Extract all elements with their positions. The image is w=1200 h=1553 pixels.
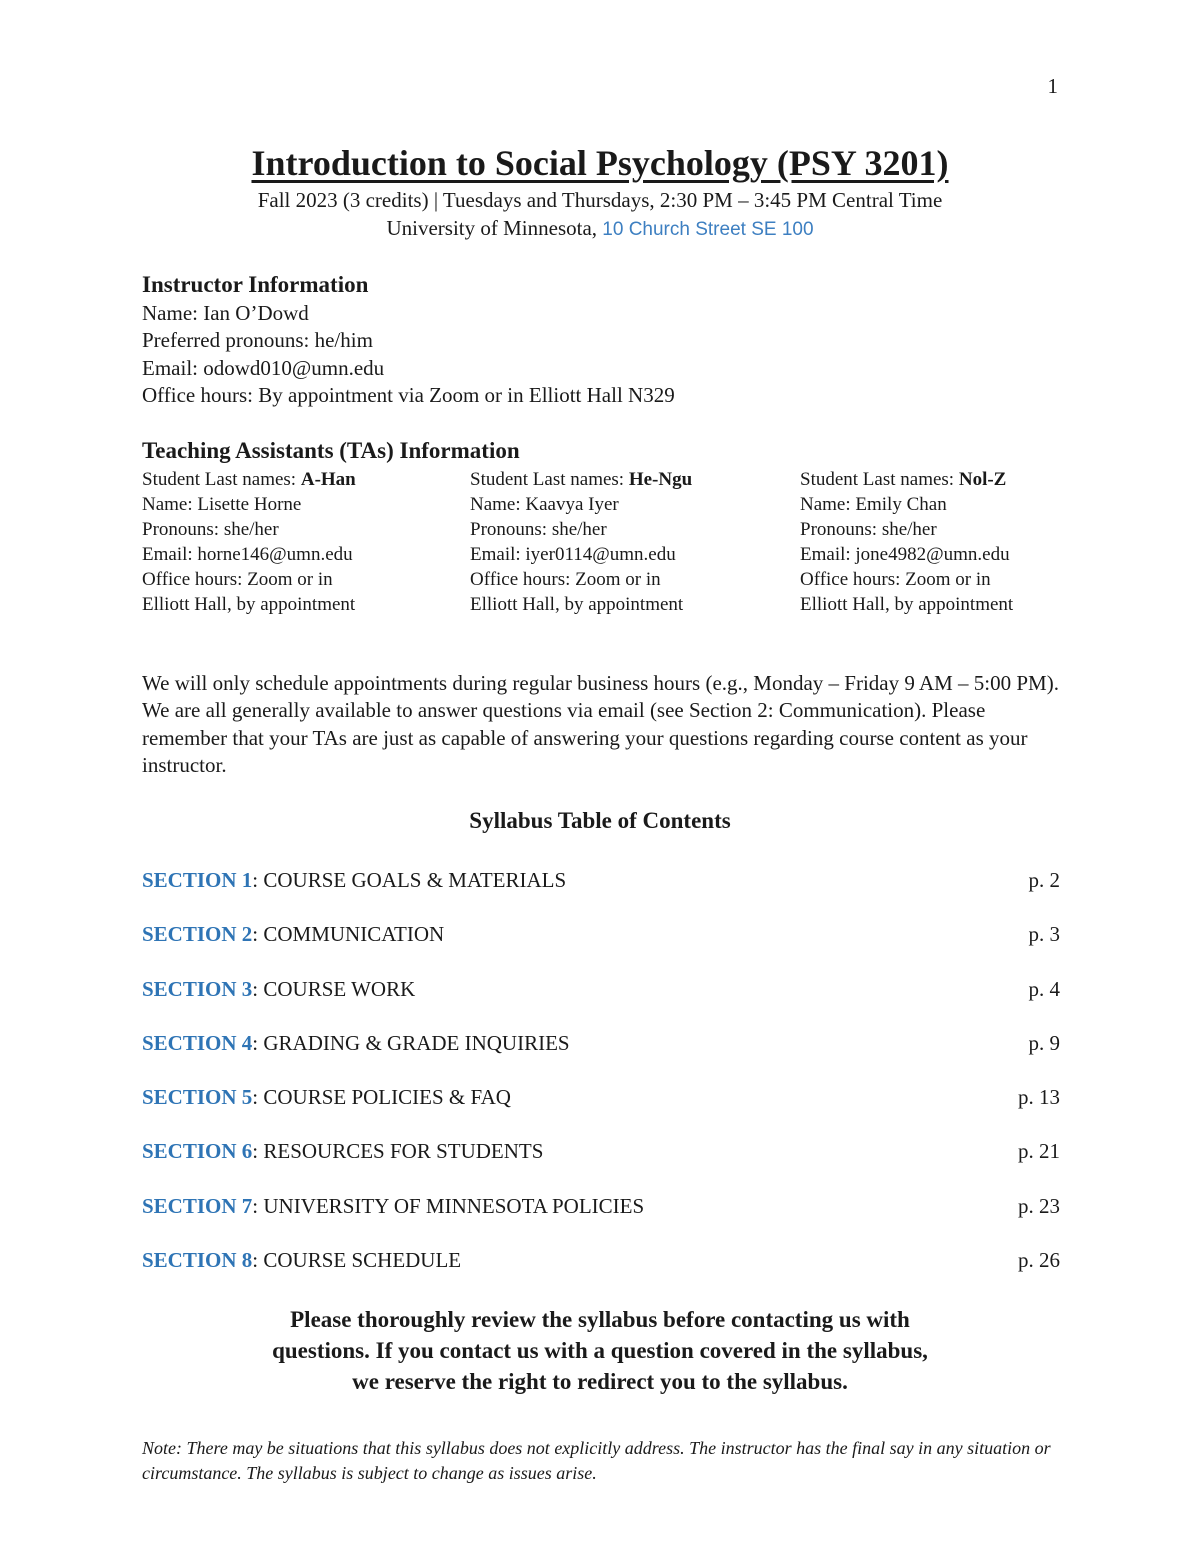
review-notice bbox=[0, 1304, 1200, 1397]
toc-section-link[interactable]: SECTION 1 bbox=[142, 868, 253, 892]
toc-section-link[interactable]: SECTION 8 bbox=[142, 1248, 253, 1273]
ta-column-2 bbox=[470, 467, 692, 617]
instructor-heading: Instructor Information bbox=[142, 272, 369, 297]
toc-title: Syllabus Table of Contents bbox=[469, 808, 731, 833]
review-notice-line: questions. If you contact us with a question covered in the syllabus, bbox=[272, 1338, 928, 1363]
toc-page: p. 4 bbox=[1028, 976, 1060, 1001]
toc-section-title: : GRADING & GRADE INQUIRIES bbox=[252, 1030, 570, 1055]
instructor-office-hours: Office hours: By appointment via Zoom or in Elliott Hall N329 bbox=[142, 383, 675, 408]
toc-page: p. 21 bbox=[1018, 1139, 1060, 1164]
toc-section-title: : COURSE GOALS & MATERIALS bbox=[252, 868, 567, 892]
toc-section-title: : UNIVERSITY OF MINNESOTA POLICIES bbox=[252, 1193, 645, 1218]
instructor-name: Name: Ian O’Dowd bbox=[142, 301, 309, 325]
review-notice-line: we reserve the right to redirect you to the syllabus. bbox=[352, 1369, 848, 1394]
toc-page: p. 26 bbox=[1018, 1248, 1060, 1273]
instructor-pronouns: Preferred pronouns: he/him bbox=[142, 328, 373, 353]
ta-email: Email: horne146@umn.edu bbox=[142, 544, 353, 565]
toc-section-title: : COMMUNICATION bbox=[252, 922, 445, 947]
course-location bbox=[0, 216, 1200, 241]
toc-section-link[interactable]: SECTION 2 bbox=[142, 922, 253, 947]
ta-column-3 bbox=[800, 467, 1013, 617]
review-notice-line: Please thoroughly review the syllabus before contacting us with bbox=[290, 1307, 910, 1332]
ta-last-names-label: Student Last names: bbox=[142, 469, 301, 490]
toc-row bbox=[142, 1248, 1060, 1302]
toc-entry bbox=[142, 977, 415, 1002]
toc-entry bbox=[142, 868, 566, 893]
ta-last-names bbox=[470, 467, 692, 492]
location-university: University of Minnesota, bbox=[386, 216, 603, 240]
appointments-paragraph: We will only schedule appointments during regular business hours (e.g., Monday – Friday 9 AM – 5:00 PM). We are all generally available to answer questions via email (see Section 2: Communication). Please remember that your TAs are just as capable of answering your questions regarding course content as your instructor. bbox=[142, 671, 1059, 778]
toc-entry bbox=[142, 1248, 461, 1273]
toc-row bbox=[142, 1194, 1060, 1248]
ta-pronouns: Pronouns: she/her bbox=[470, 519, 607, 540]
location-room: 100 bbox=[776, 219, 814, 240]
toc-section-title: : COURSE WORK bbox=[252, 976, 416, 1001]
ta-office-hours: Office hours: Zoom or in bbox=[142, 569, 333, 590]
ta-name: Name: Lisette Horne bbox=[142, 494, 302, 515]
ta-last-names-range: Nol-Z bbox=[958, 469, 1007, 490]
page-number: 1 bbox=[1047, 74, 1058, 98]
ta-office-hours-detail: Elliott Hall, by appointment bbox=[800, 594, 1014, 615]
ta-email: Email: jone4982@umn.edu bbox=[800, 544, 1010, 565]
toc-section-title: : COURSE SCHEDULE bbox=[252, 1248, 462, 1273]
ta-email: Email: iyer0114@umn.edu bbox=[470, 544, 676, 565]
toc-page: p. 9 bbox=[1028, 1030, 1060, 1055]
ta-last-names-label: Student Last names: bbox=[800, 469, 959, 490]
location-address-link[interactable]: 10 Church Street SE bbox=[602, 219, 777, 240]
ta-pronouns: Pronouns: she/her bbox=[142, 519, 279, 540]
ta-column-1 bbox=[142, 467, 356, 617]
ta-pronouns: Pronouns: she/her bbox=[800, 519, 937, 540]
ta-office-hours-detail: Elliott Hall, by appointment bbox=[142, 594, 356, 615]
toc-section-link[interactable]: SECTION 6 bbox=[142, 1139, 253, 1164]
ta-office-hours-detail: Elliott Hall, by appointment bbox=[470, 594, 684, 615]
toc-page: p. 13 bbox=[1018, 1085, 1060, 1110]
toc-page: p. 23 bbox=[1018, 1193, 1060, 1218]
toc-row bbox=[142, 922, 1060, 976]
toc-section-link[interactable]: SECTION 7 bbox=[142, 1193, 253, 1218]
toc-entry bbox=[142, 922, 444, 947]
page-title: Introduction to Social Psychology (PSY 3201) bbox=[251, 143, 949, 183]
toc-row bbox=[142, 1139, 1060, 1193]
ta-office-hours: Office hours: Zoom or in bbox=[470, 569, 661, 590]
toc-section-title: : COURSE POLICIES & FAQ bbox=[252, 1085, 511, 1110]
toc-section-link[interactable]: SECTION 3 bbox=[142, 976, 253, 1001]
instructor-email: Email: odowd010@umn.edu bbox=[142, 355, 385, 380]
ta-last-names bbox=[800, 467, 1013, 492]
ta-heading: Teaching Assistants (TAs) Information bbox=[142, 438, 520, 463]
ta-office-hours: Office hours: Zoom or in bbox=[800, 569, 991, 590]
ta-last-names-label: Student Last names: bbox=[470, 469, 629, 490]
toc-list bbox=[142, 868, 1060, 1302]
ta-last-names-range: A-Han bbox=[300, 469, 356, 490]
ta-name: Name: Emily Chan bbox=[800, 494, 947, 515]
toc-entry bbox=[142, 1139, 543, 1164]
toc-page: p. 2 bbox=[1028, 868, 1060, 892]
instructor-info bbox=[142, 300, 675, 410]
toc-entry bbox=[142, 1194, 644, 1219]
course-schedule: Fall 2023 (3 credits) | Tuesdays and Thursdays, 2:30 PM – 3:45 PM Central Time bbox=[257, 188, 943, 212]
syllabus-note: Note: There may be situations that this syllabus does not explicitly address. The instructor has the final say in any situation or circumstance. The syllabus is subject to change as issues arise. bbox=[142, 1438, 1051, 1483]
toc-row bbox=[142, 1085, 1060, 1139]
ta-last-names-range: He-Ngu bbox=[628, 469, 693, 490]
toc-page: p. 3 bbox=[1028, 922, 1060, 947]
toc-entry bbox=[142, 1031, 570, 1056]
ta-last-names bbox=[142, 467, 356, 492]
toc-section-title: : RESOURCES FOR STUDENTS bbox=[252, 1139, 544, 1164]
toc-row bbox=[142, 977, 1060, 1031]
toc-section-link[interactable]: SECTION 4 bbox=[142, 1030, 253, 1055]
toc-row bbox=[142, 868, 1060, 922]
toc-entry bbox=[142, 1085, 511, 1110]
ta-name: Name: Kaavya Iyer bbox=[470, 494, 619, 515]
toc-row bbox=[142, 1031, 1060, 1085]
toc-section-link[interactable]: SECTION 5 bbox=[142, 1085, 253, 1110]
